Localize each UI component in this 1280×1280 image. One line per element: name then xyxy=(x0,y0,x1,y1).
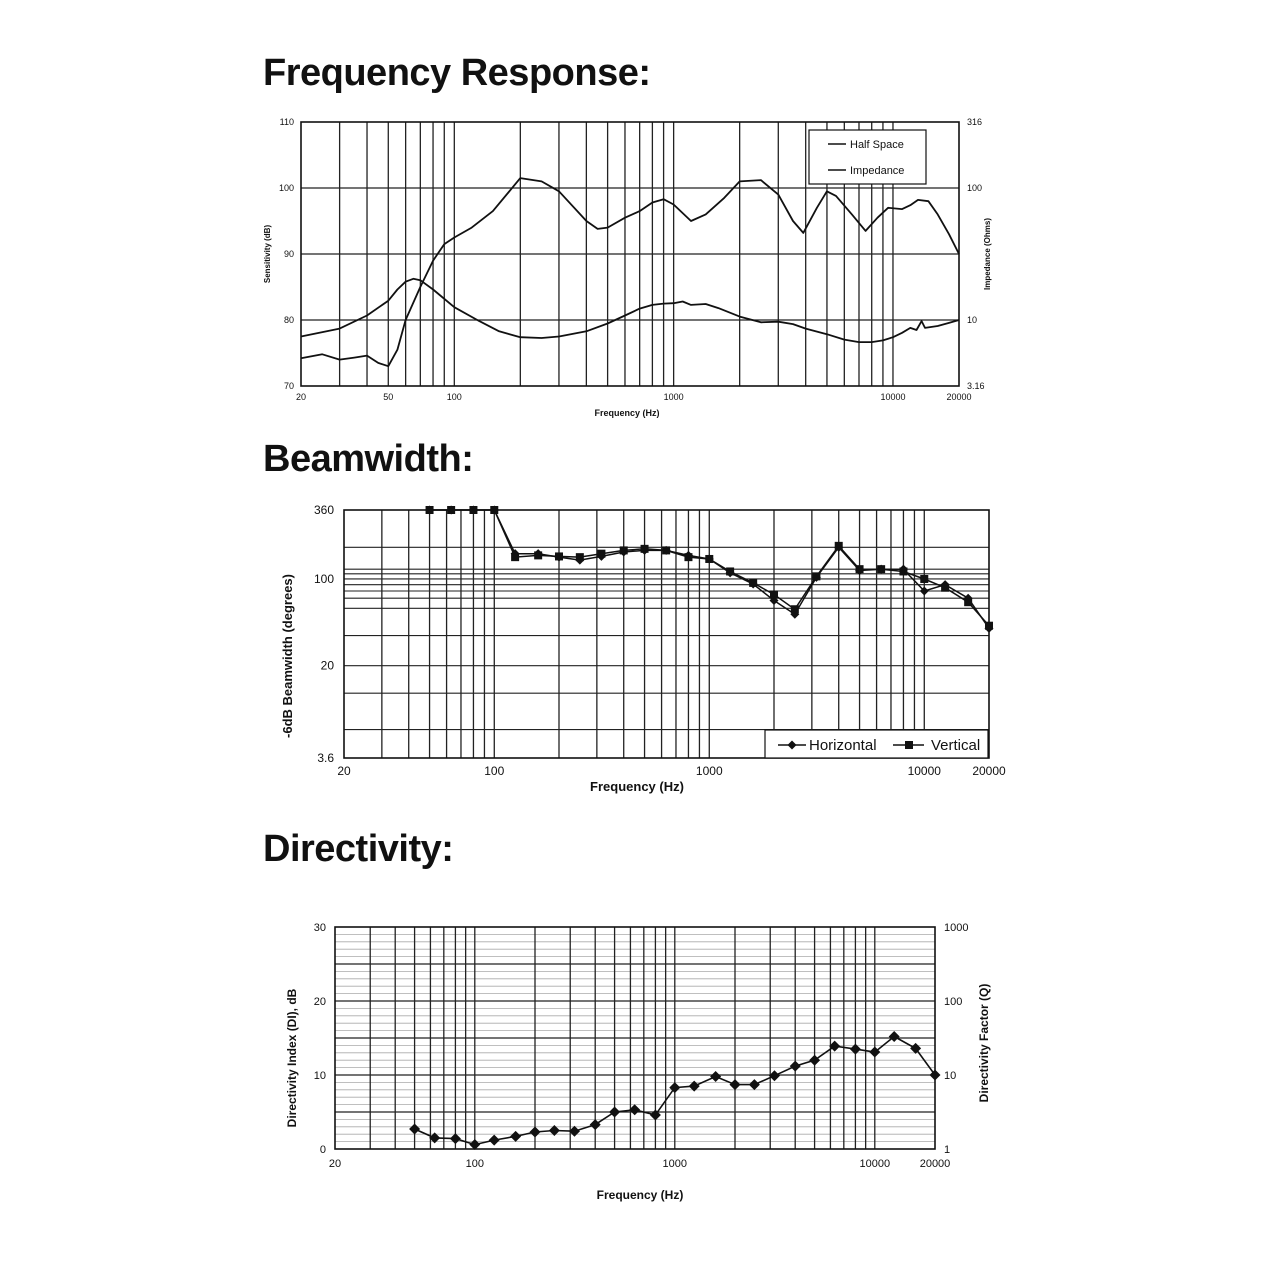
x-tick-label: 1000 xyxy=(662,1158,688,1170)
y-tick-label: 80 xyxy=(283,315,294,325)
y-axis-label: -6dB Beamwidth (degrees) xyxy=(280,574,295,738)
data-point xyxy=(920,575,928,583)
y2-tick-label: 1 xyxy=(944,1144,951,1156)
y2-tick-label: 3.16 xyxy=(967,381,985,391)
y-tick-label: 3.6 xyxy=(317,751,334,765)
beamwidth-chart xyxy=(280,503,1006,794)
data-point xyxy=(641,545,649,553)
x-tick-label: 50 xyxy=(383,392,394,402)
directivity-chart xyxy=(285,922,991,1202)
y2-tick-label: 10 xyxy=(967,314,978,325)
x-tick-label: 100 xyxy=(465,1158,484,1170)
data-point xyxy=(555,552,563,560)
y2-tick-label: 10 xyxy=(944,1070,957,1082)
data-point xyxy=(511,553,519,561)
data-point xyxy=(597,550,605,558)
data-point xyxy=(510,1131,521,1142)
y-tick-label: 100 xyxy=(313,571,334,586)
beamwidth-heading: Beamwidth: xyxy=(263,438,474,480)
y-tick-label: 0 xyxy=(319,1144,326,1156)
data-point xyxy=(669,1082,680,1093)
data-point xyxy=(812,572,820,580)
y-tick-label: 20 xyxy=(320,658,334,673)
data-point xyxy=(964,598,972,606)
data-point xyxy=(899,567,907,575)
legend xyxy=(809,130,926,184)
y-tick-label: 110 xyxy=(279,117,294,127)
data-point xyxy=(985,622,993,630)
x-axis-label: Frequency (Hz) xyxy=(594,408,660,418)
x-tick-label: 10000 xyxy=(907,764,941,778)
data-point xyxy=(705,555,713,563)
data-point xyxy=(490,506,498,514)
y-tick-label: 360 xyxy=(313,503,334,517)
data-point xyxy=(877,565,885,573)
data-point xyxy=(469,506,477,514)
x-tick-label: 20000 xyxy=(946,392,972,402)
x-tick-label: 20000 xyxy=(919,1158,951,1170)
legend-label: Impedance xyxy=(850,165,905,177)
data-point xyxy=(730,1079,741,1090)
data-point xyxy=(791,605,799,613)
y-tick-label: 10 xyxy=(313,1070,326,1082)
data-point xyxy=(576,553,584,561)
frequency-response-heading: Frequency Response: xyxy=(263,52,651,94)
data-point xyxy=(809,1055,820,1066)
data-point xyxy=(910,1043,921,1054)
x-tick-label: 10000 xyxy=(880,392,906,402)
x-tick-label: 20000 xyxy=(972,764,1006,778)
legend-label: Horizontal xyxy=(809,737,877,754)
data-point xyxy=(770,590,778,598)
data-point xyxy=(662,546,670,554)
data-point xyxy=(749,1079,760,1090)
data-point xyxy=(684,553,692,561)
x-axis-label: Frequency (Hz) xyxy=(590,779,684,794)
legend xyxy=(765,730,988,758)
x-tick-label: 1000 xyxy=(695,764,723,778)
y-tick-label: 90 xyxy=(283,249,294,259)
data-point xyxy=(835,542,843,550)
data-point xyxy=(749,579,757,587)
data-point xyxy=(534,551,542,559)
data-point xyxy=(650,1109,661,1120)
data-point xyxy=(489,1135,500,1146)
data-point xyxy=(590,1119,601,1130)
y2-tick-label: 100 xyxy=(944,996,963,1008)
x-tick-label: 100 xyxy=(484,764,505,778)
legend-label: Half Space xyxy=(850,139,904,151)
data-point xyxy=(856,565,864,573)
y2-axis-label: Impedance (Ohms) xyxy=(983,217,992,291)
legend-label: Vertical xyxy=(931,737,981,754)
data-point xyxy=(726,567,734,575)
data-point xyxy=(710,1071,721,1082)
data-point xyxy=(620,546,628,554)
y-tick-label: 100 xyxy=(278,183,294,193)
data-point xyxy=(409,1124,420,1135)
x-tick-label: 1000 xyxy=(663,392,684,402)
frequency-response-chart xyxy=(263,117,992,418)
y2-tick-label: 1000 xyxy=(944,922,969,934)
data-point xyxy=(790,1061,801,1072)
y2-tick-label: 316 xyxy=(967,117,983,127)
impedance-line xyxy=(301,279,959,342)
data-point xyxy=(609,1107,620,1118)
y-tick-label: 20 xyxy=(313,996,326,1008)
data-point xyxy=(450,1133,461,1144)
x-tick-label: 100 xyxy=(446,392,462,402)
data-point xyxy=(941,584,949,592)
x-tick-label: 20 xyxy=(295,392,307,402)
x-tick-label: 10000 xyxy=(859,1158,891,1170)
y2-axis-label: Directivity Factor (Q) xyxy=(977,983,991,1103)
data-point xyxy=(426,506,434,514)
x-tick-label: 20 xyxy=(337,764,351,778)
data-point xyxy=(930,1070,941,1081)
y2-tick-label: 100 xyxy=(967,182,983,193)
x-tick-label: 20 xyxy=(328,1158,342,1170)
y-axis-label: Sensitivity (dB) xyxy=(263,224,272,284)
y-tick-label: 30 xyxy=(313,922,326,934)
legend-marker xyxy=(905,741,913,749)
x-axis-label: Frequency (Hz) xyxy=(596,1188,684,1202)
y-tick-label: 70 xyxy=(283,381,294,391)
data-point xyxy=(447,506,455,514)
y-axis-label: Directivity Index (DI), dB xyxy=(285,988,299,1128)
half-space-line xyxy=(301,178,959,366)
directivity-heading: Directivity: xyxy=(263,828,454,870)
data-point xyxy=(530,1126,541,1137)
